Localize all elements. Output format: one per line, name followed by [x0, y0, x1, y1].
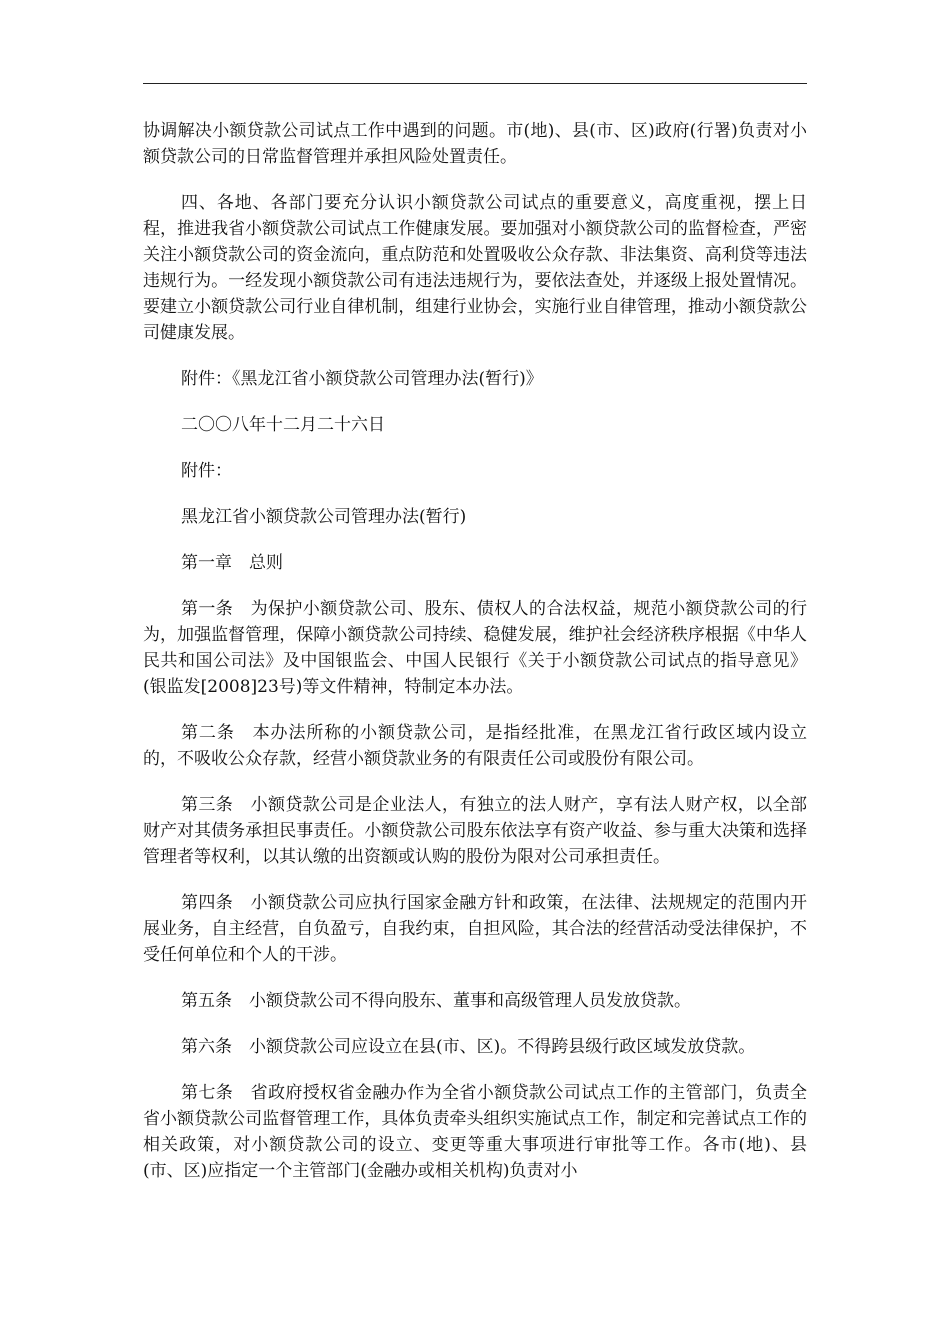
paragraph-item-four: 四、各地、各部门要充分认识小额贷款公司试点的重要意义，高度重视，摆上日程，推进我省小额贷款公司试点工作健康发展。要加强对小额贷款公司的监督检查，严密关注小额贷款公司的资金流向，重点防范和处置吸收公众存款、非法集资、高利贷等违法违规行为。一经发现小额贷款公司有违法违规行为，要依法查处，并逐级上报处置情况。要建立小额贷款公司行业自律机制，组建行业协会，实施行业自律管理，推动小额贷款公司健康发展。: [143, 193, 807, 343]
chapter-heading: 第一章 总则: [181, 553, 283, 573]
article-6: 第六条 小额贷款公司应设立在县(市、区)。不得跨县级行政区域发放贷款。: [181, 1037, 756, 1057]
attachment-label: 附件：: [181, 461, 232, 481]
document-date: 二〇〇八年十二月二十六日: [181, 415, 385, 435]
article-5: 第五条 小额贷款公司不得向股东、董事和高级管理人员发放贷款。: [181, 991, 691, 1011]
article-2: 第二条 本办法所称的小额贷款公司，是指经批准，在黑龙江省行政区域内设立的，不吸收公众存款，经营小额贷款业务的有限责任公司或股份有限公司。: [143, 723, 807, 769]
attachment-note: 附件：《黑龙江省小额贷款公司管理办法(暂行)》: [181, 369, 543, 389]
document-body: [143, 118, 807, 1184]
article-4: 第四条 小额贷款公司应执行国家金融方针和政策，在法律、法规规定的范围内开展业务，自主经营，自负盈亏，自我约束，自担风险，其合法的经营活动受法律保护，不受任何单位和个人的干涉。: [143, 893, 807, 965]
article-1: 第一条 为保护小额贷款公司、股东、债权人的合法权益，规范小额贷款公司的行为，加强监督管理，保障小额贷款公司持续、稳健发展，维护社会经济秩序根据《中华人民共和国公司法》及中国银监会、中国人民银行《关于小额贷款公司试点的指导意见》(银监发[2008]23号)等文件精神，特制定本办法。: [143, 599, 807, 697]
attachment-title: 黑龙江省小额贷款公司管理办法(暂行): [181, 507, 467, 527]
paragraph-continuation: 协调解决小额贷款公司试点工作中遇到的问题。市(地)、县(市、区)政府(行署)负责对小额贷款公司的日常监督管理并承担风险处置责任。: [143, 121, 807, 167]
article-7: 第七条 省政府授权省金融办作为全省小额贷款公司试点工作的主管部门，负责全省小额贷款公司监督管理工作，具体负责牵头组织实施试点工作，制定和完善试点工作的相关政策，对小额贷款公司的设立、变更等重大事项进行审批等工作。各市(地)、县(市、区)应指定一个主管部门(金融办或相关机构)负责对小: [143, 1083, 807, 1181]
article-3: 第三条 小额贷款公司是企业法人，有独立的法人财产，享有法人财产权，以全部财产对其债务承担民事责任。小额贷款公司股东依法享有资产收益、参与重大决策和选择管理者等权利，以其认缴的出资额或认购的股份为限对公司承担责任。: [143, 795, 807, 867]
header-rule: [143, 83, 807, 84]
